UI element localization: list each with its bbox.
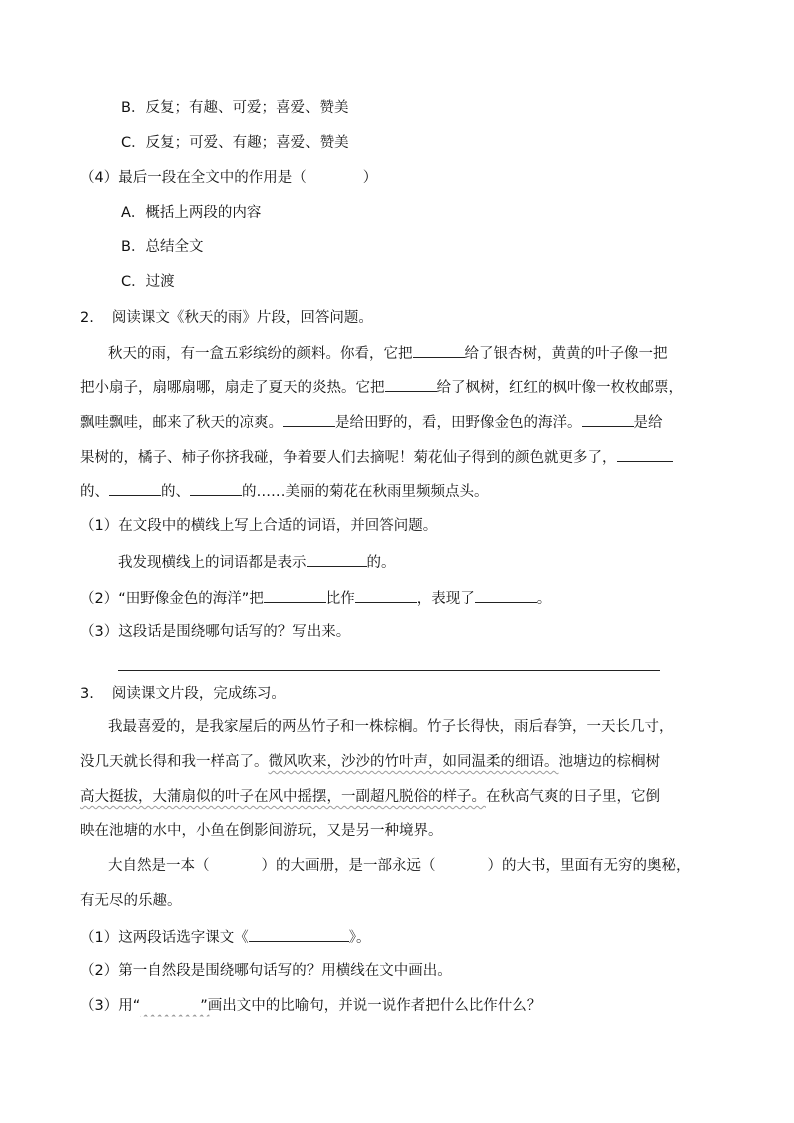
section-3-question-3 xyxy=(80,996,541,1016)
question-4-option-b: B．总结全文 xyxy=(121,239,204,255)
text-run: 大自然是一本（ xyxy=(108,858,210,874)
section-2-number: 2. xyxy=(80,310,94,326)
section-2-question-1-sub xyxy=(118,551,396,571)
fill-blank[interactable] xyxy=(249,926,349,942)
passage-3-line-4: 映在池塘的水中，小鱼在倒影间游玩，又是另一种境界。 xyxy=(80,823,443,839)
wavy-line-sample: ​ xyxy=(140,998,210,1014)
fill-blank[interactable] xyxy=(617,446,673,462)
question-4-option-c: C．过渡 xyxy=(121,274,175,290)
text-run: 池塘边的棕榈树 xyxy=(558,754,660,770)
text-run: 给了枫树，红红的枫叶像一枚枚邮票， xyxy=(436,380,683,396)
question-4-close: ） xyxy=(362,170,378,186)
passage-2-line-1 xyxy=(108,342,668,362)
text-run: （2）“田野像金色的海洋”把 xyxy=(80,591,264,607)
fill-blank[interactable] xyxy=(109,480,161,496)
text-run: 的……美丽的菊花在秋雨里频频点头。 xyxy=(242,484,489,500)
text-run: 。 xyxy=(536,591,552,607)
text-run: （3）用“ xyxy=(80,998,141,1014)
text-run: 我发现横线上的词语都是表示 xyxy=(118,555,307,571)
section-3-number: 3. xyxy=(80,686,94,702)
passage-2-line-4 xyxy=(80,446,673,466)
answer-line[interactable] xyxy=(118,670,660,671)
fill-blank[interactable] xyxy=(413,342,465,358)
question-4-option-a: A．概括上两段的内容 xyxy=(121,205,262,221)
fill-blank[interactable] xyxy=(264,587,326,603)
text-run: （1）这两段话选字课文《 xyxy=(80,930,249,946)
section-2-heading: 阅读课文《秋天的雨》片段，回答问题。 xyxy=(111,310,373,326)
section-2-question-2 xyxy=(80,587,551,607)
passage-2-line-2 xyxy=(80,376,683,396)
fill-blank[interactable] xyxy=(355,587,417,603)
option-b: B．反复；有趣、可爱；喜爱、赞美 xyxy=(121,100,349,116)
text-run: ）的大画册，是一部永远（ xyxy=(261,858,436,874)
passage-2-line-5 xyxy=(80,480,489,500)
text-run: 是给 xyxy=(633,415,663,431)
passage-2-line-3 xyxy=(80,411,663,431)
section-2-question-1: （1）在文段中的横线上写上合适的词语，并回答问题。 xyxy=(80,518,438,534)
simile-mark: 微风吹来，沙沙的竹叶声，如同温柔的细语。 xyxy=(268,754,559,770)
text-run: 在秋高气爽的日子里，它倒 xyxy=(486,789,660,805)
text-run: 果树的，橘子、柿子你挤我碰，争着要人们去摘呢！菊花仙子得到的颜色就更多了， xyxy=(80,450,617,466)
section-2-title xyxy=(80,308,373,328)
section-3-question-2: （2）第一自然段是围绕哪句话写的？用横线在文中画出。 xyxy=(80,963,452,979)
text-run: 的、 xyxy=(80,484,109,500)
question-4-stem: （4）最后一段在全文中的作用是（ xyxy=(80,170,307,186)
passage-3-line-5 xyxy=(108,856,691,876)
text-run: 是给田野的，看，田野像金色的海洋。 xyxy=(335,415,582,431)
text-run: 》。 xyxy=(348,930,371,946)
section-3-question-1 xyxy=(80,926,370,946)
fill-blank[interactable] xyxy=(475,587,537,603)
fill-blank[interactable] xyxy=(190,480,242,496)
fill-blank[interactable] xyxy=(307,551,367,567)
text-run: ”画出文中的比喻句，并说一说作者把什么比作什么？ xyxy=(200,998,542,1014)
section-2-question-3: （3）这段话是围绕哪句话写的？写出来。 xyxy=(80,624,351,640)
simile-mark: 高大挺拔，大蒲扇似的叶子在风中摇摆，一副超凡脱俗的样子。 xyxy=(80,789,486,805)
fill-blank[interactable] xyxy=(385,376,437,392)
fill-blank[interactable] xyxy=(283,411,335,427)
passage-3-line-2 xyxy=(80,752,660,772)
option-c: C．反复；可爱、有趣；喜爱、赞美 xyxy=(121,135,349,151)
text-run: ，表现了 xyxy=(416,591,475,607)
text-run: 的、 xyxy=(161,484,190,500)
passage-3-line-3 xyxy=(80,787,660,807)
text-run: 比作 xyxy=(325,591,355,607)
section-3-title xyxy=(80,684,286,704)
text-run: 秋天的雨，有一盒五彩缤纷的颜料。你看，它把 xyxy=(108,346,413,362)
text-run: 飘哇飘哇，邮来了秋天的凉爽。 xyxy=(80,415,283,431)
passage-3-line-1: 我最喜爱的，是我家屋后的两丛竹子和一株棕榈。竹子长得快，雨后春笋，一天长几寸， xyxy=(108,719,674,735)
text-run: 给了银杏树，黄黄的叶子像一把 xyxy=(464,346,668,362)
question-4 xyxy=(80,168,377,188)
text-run: ）的大书，里面有无穷的奥秘， xyxy=(487,858,691,874)
text-run: 的。 xyxy=(366,555,396,571)
section-3-heading: 阅读课文片段，完成练习。 xyxy=(111,686,286,702)
text-run: 没几天就长得和我一样高了。 xyxy=(80,754,269,770)
fill-blank[interactable] xyxy=(582,411,634,427)
passage-3-line-6: 有无尽的乐趣。 xyxy=(80,893,182,909)
text-run: 把小扇子，扇哪扇哪，扇走了夏天的炎热。它把 xyxy=(80,380,385,396)
